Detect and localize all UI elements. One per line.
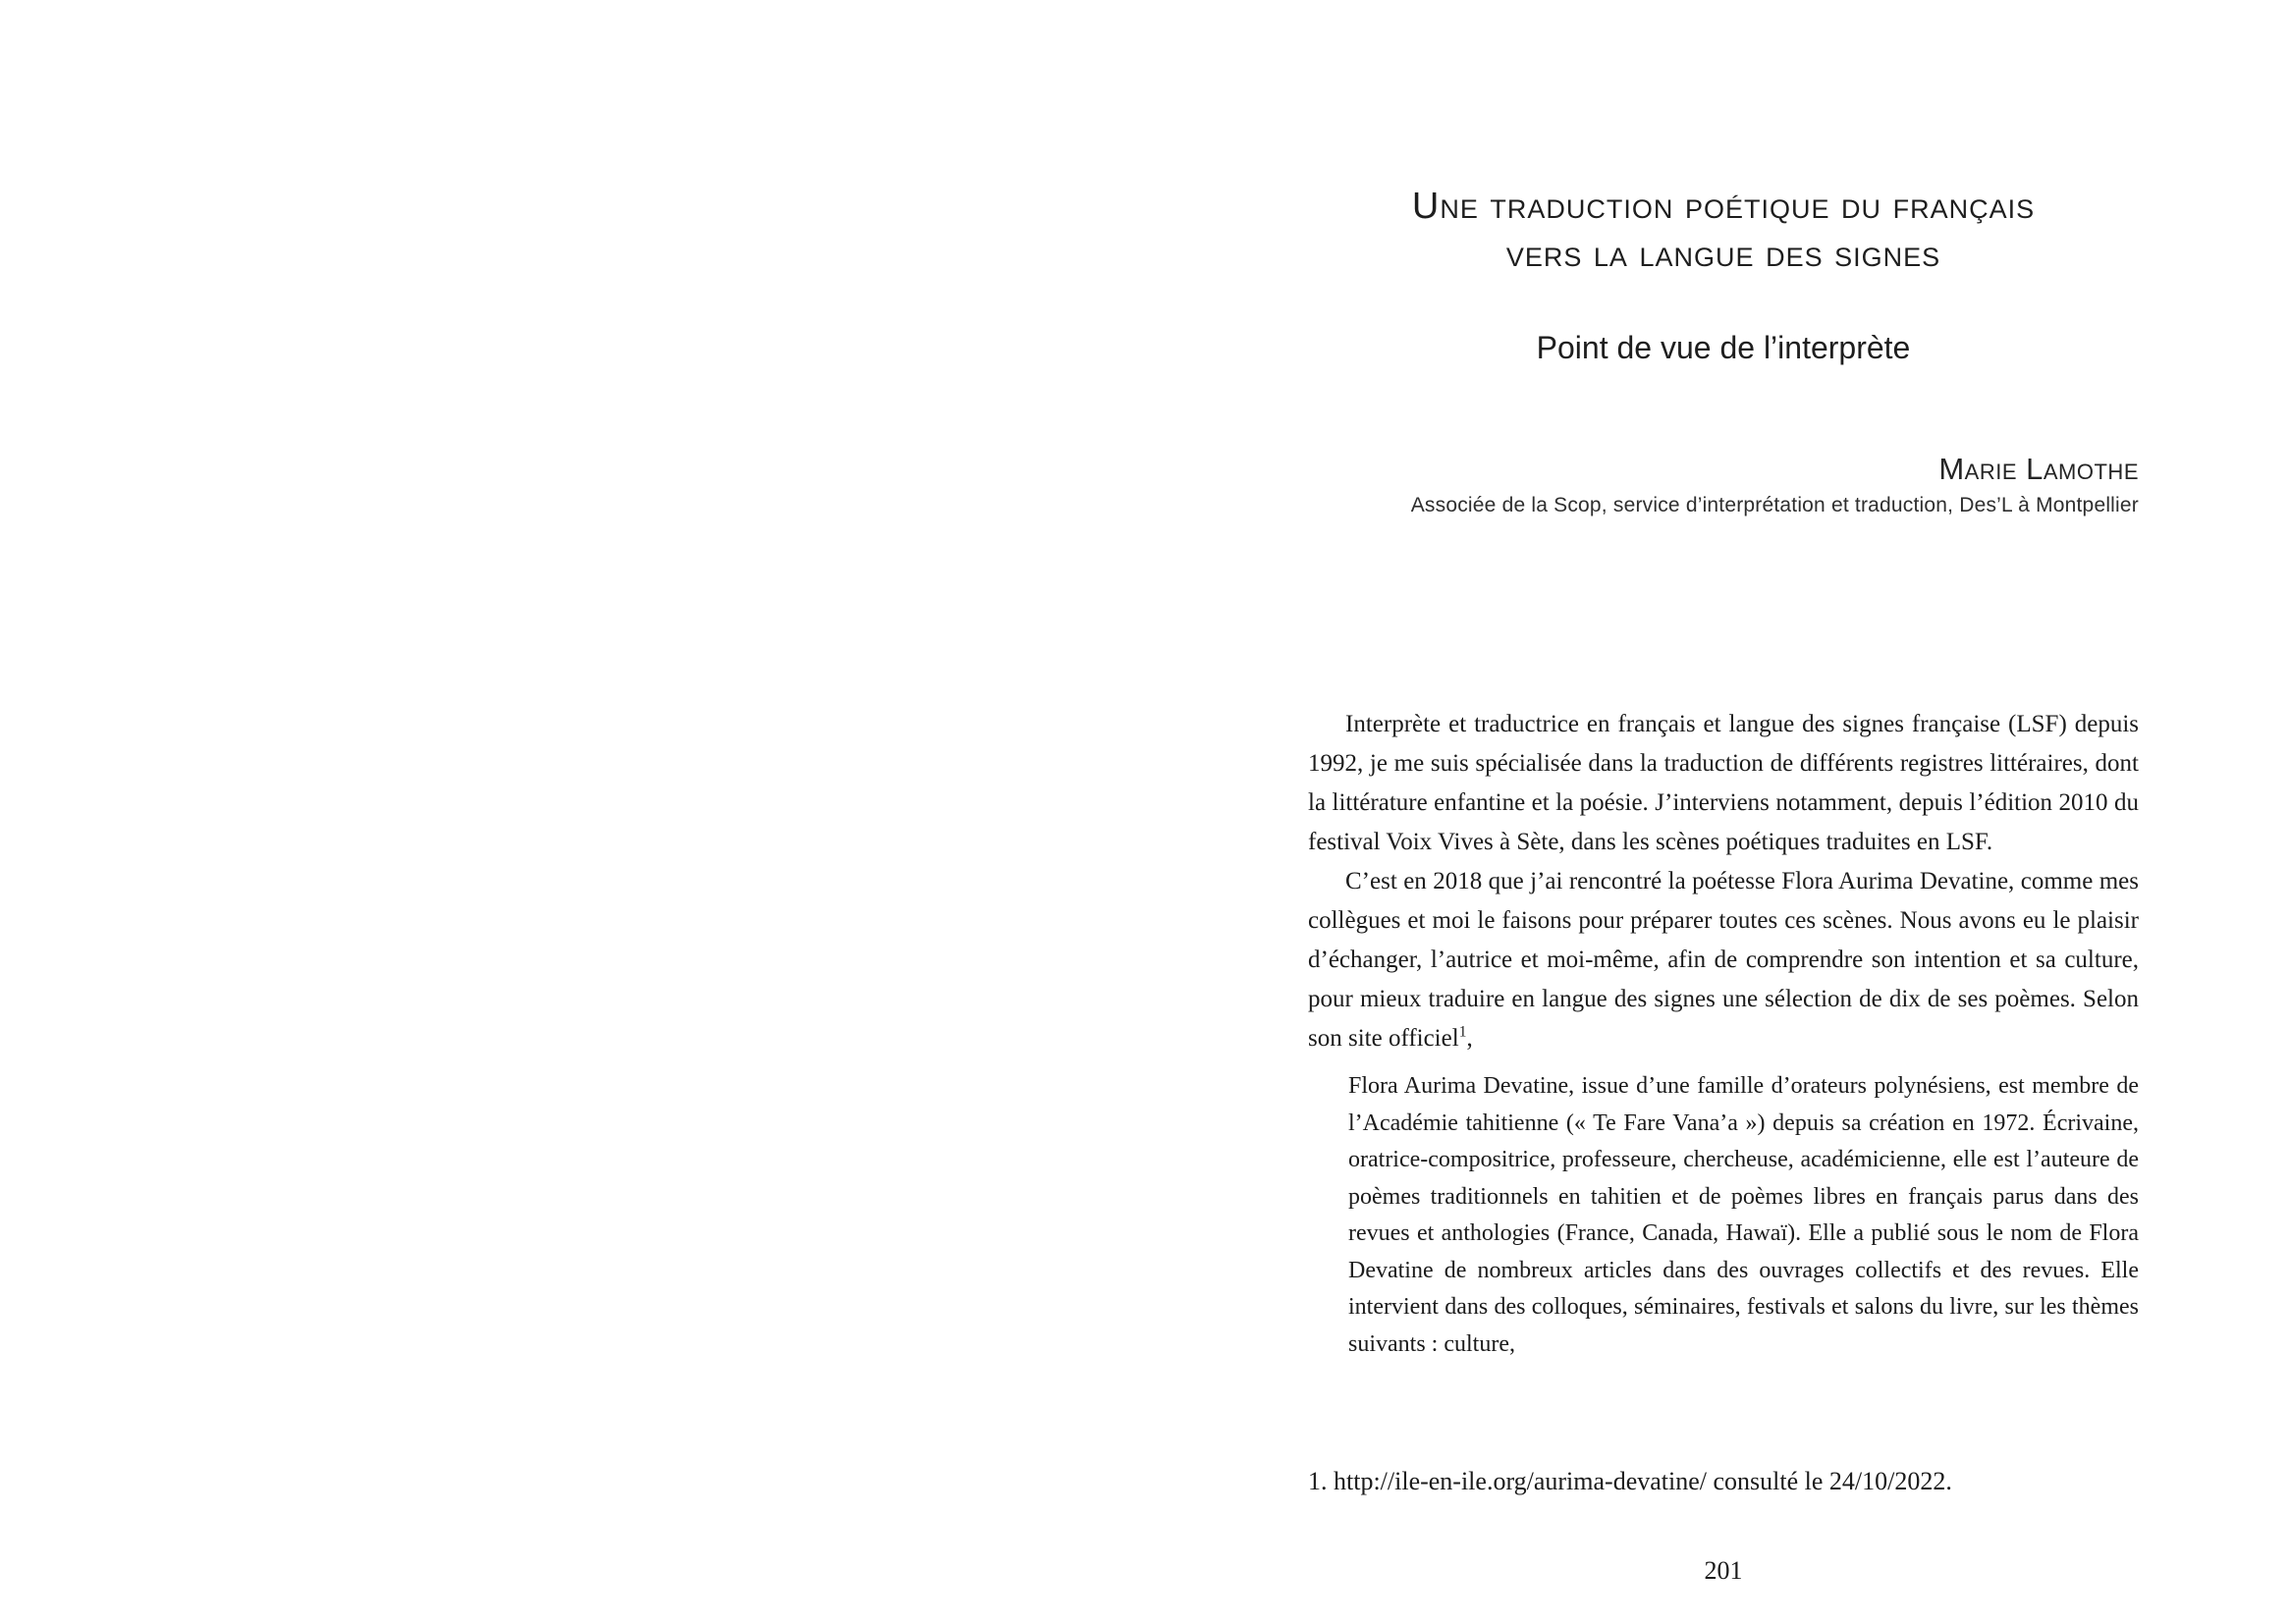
article-subtitle: Point de vue de l’interprète: [1536, 330, 1911, 365]
article-title-line1: Une traduction poétique du français: [1411, 186, 2036, 227]
footnote: 1. http://ile-en-ile.org/aurima-devatine/ consulté le 24/10/2022.: [1308, 1467, 1952, 1495]
block-quote: Flora Aurima Devatine, issue d’une famille d’orateurs polynésiens, est membre de l’Académie tahitienne (« Te Fare Vana’a ») depuis sa création en 1972. Écrivaine, oratrice-compositrice, professeure, chercheuse, académicienne, elle est l’auteure de poèmes traditionnels en tahitien et de poèmes libres en français parus dans des revues et anthologies (France, Canada, Hawaï). Elle a publié sous le nom de Flora Devatine de nombreux articles dans des ouvrages collectifs et des revues. Elle intervient dans des colloques, séminaires, festivals et salons du livre, sur les thèmes suivants : culture,: [1348, 1073, 2139, 1357]
paragraph-1: Interprète et traductrice en français et langue des signes française (LSF) depuis 1992, je me suis spécialisée dans la traduction de différents registres littéraires, dont la littérature enfantine et la poésie. J’interviens notamment, depuis l’édition 2010 du festival Voix Vives à Sète, dans les scènes poétiques traduites en LSF.: [1308, 711, 2139, 855]
footnote-reference: 1: [1458, 1023, 1467, 1041]
paragraph-2: [1308, 862, 2139, 1058]
author-name: Marie Lamothe: [1938, 452, 2139, 486]
article-title-line2: vers la langue des signes: [1505, 234, 1941, 275]
page-number: 201: [1704, 1556, 1743, 1585]
author-block: [1308, 452, 2139, 520]
author-affiliation: Associée de la Scop, service d’interprétation et traduction, Des’L à Montpellier: [1410, 494, 2139, 516]
article-title: [1308, 183, 2139, 279]
paragraph-2-text: C’est en 2018 que j’ai rencontré la poétesse Flora Aurima Devatine, comme mes collègues et moi le faisons pour préparer toutes ces scènes. Nous avons eu le plaisir d’échanger, l’autrice et moi-même, afin de comprendre son intention et sa culture, pour mieux traduire en langue des signes une sélection de dix de ses poèmes. Selon son site officiel: [1308, 868, 2139, 1052]
paragraph-2-tail: ,: [1466, 1025, 1473, 1052]
article-body: [1308, 705, 2139, 1363]
